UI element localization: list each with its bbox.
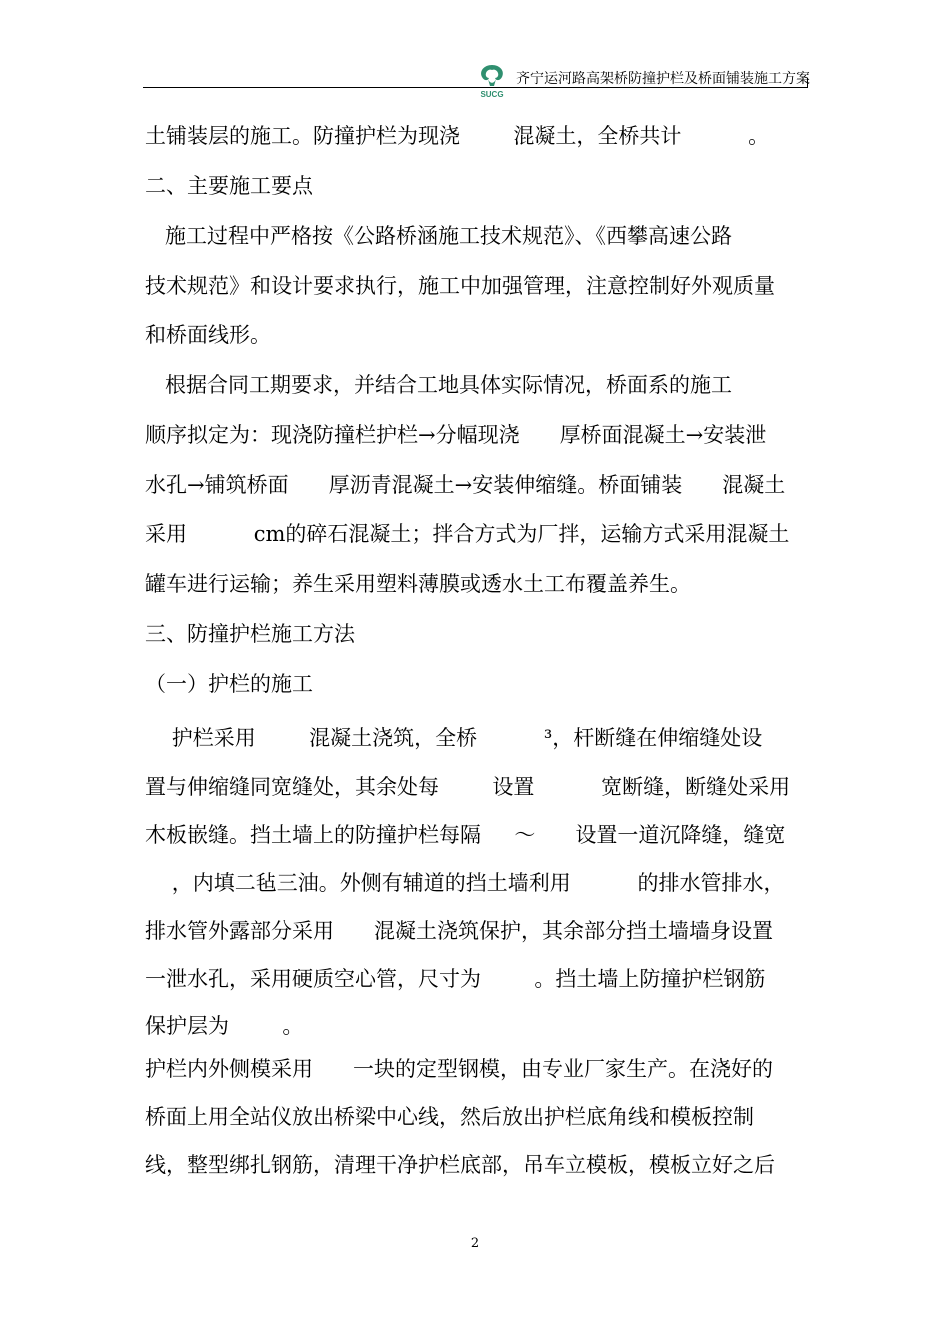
text-line: 置与伸缩缝同宽缝处，其余处每 设置 宽断缝，断缝处采用 [145,775,791,799]
text-line: 罐车进行运输；养生采用塑料薄膜或透水土工布覆盖养生。 [145,572,691,596]
text-line: 土铺装层的施工。防撞护栏为现浇 混凝土，全桥共计 。 [145,124,770,148]
section-heading: 三、防撞护栏施工方法 [145,622,355,646]
text-line: 根据合同工期要求，并结合工地具体实际情况，桥面系的施工 [145,373,733,397]
text-line: 和桥面线形。 [145,323,271,347]
text-line: 线，整型绑扎钢筋，清理干净护栏底部，吊车立模板，模板立好之后 [145,1153,775,1177]
company-logo [474,62,510,100]
text-line: ，内填二毡三油。外侧有辅道的挡土墙利用 的排水管排水， [145,871,785,895]
page-number: 2 [470,1236,480,1251]
text-line: 木板嵌缝。挡土墙上的防撞护栏每隔 ～ 设置一道沉降缝，缝宽 [145,823,786,847]
subsection-heading: （一）护栏的施工 [145,672,313,696]
text-line: 技术规范》和设计要求执行，施工中加强管理，注意控制好外观质量 [145,274,775,298]
header-title: 齐宁运河路高架桥防撞护栏及桥面铺装施工方案 [516,71,810,87]
text-line: 保护层为 。 [145,1014,304,1038]
text-line: 顺序拟定为：现浇防撞栏护栏→分幅现浇 厚桥面混凝土→安装泄 [145,423,767,447]
text-line: 水孔→铺筑桥面 厚沥青混凝土→安装伸缩缝。桥面铺装 混凝土 [145,473,786,497]
text-line: 桥面上用全站仪放出桥梁中心线，然后放出护栏底角线和模板控制 [145,1105,754,1129]
text-line: 护栏内外侧模采用 一块的定型钢模，由专业厂家生产。在浇好的 [145,1057,774,1081]
text-line: 一泄水孔，采用硬质空心管，尺寸为 。挡土墙上防撞护栏钢筋 [145,967,766,991]
text-line: 二、主要施工要点 [145,174,313,198]
text-line: 排水管外露部分采用 混凝土浇筑保护，其余部分挡土墙墙身设置 [145,919,774,943]
logo-text: SUCG [480,90,504,99]
text-line: 采用 cm的碎石混凝土；拌合方式为厂拌，运输方式采用混凝土 [145,522,790,546]
text-line: 施工过程中严格按《公路桥涵施工技术规范》、《西攀高速公路 [145,224,733,248]
text-line: 护栏采用 混凝土浇筑，全桥 ³，杆断缝在伸缩缝处设 [145,726,763,750]
